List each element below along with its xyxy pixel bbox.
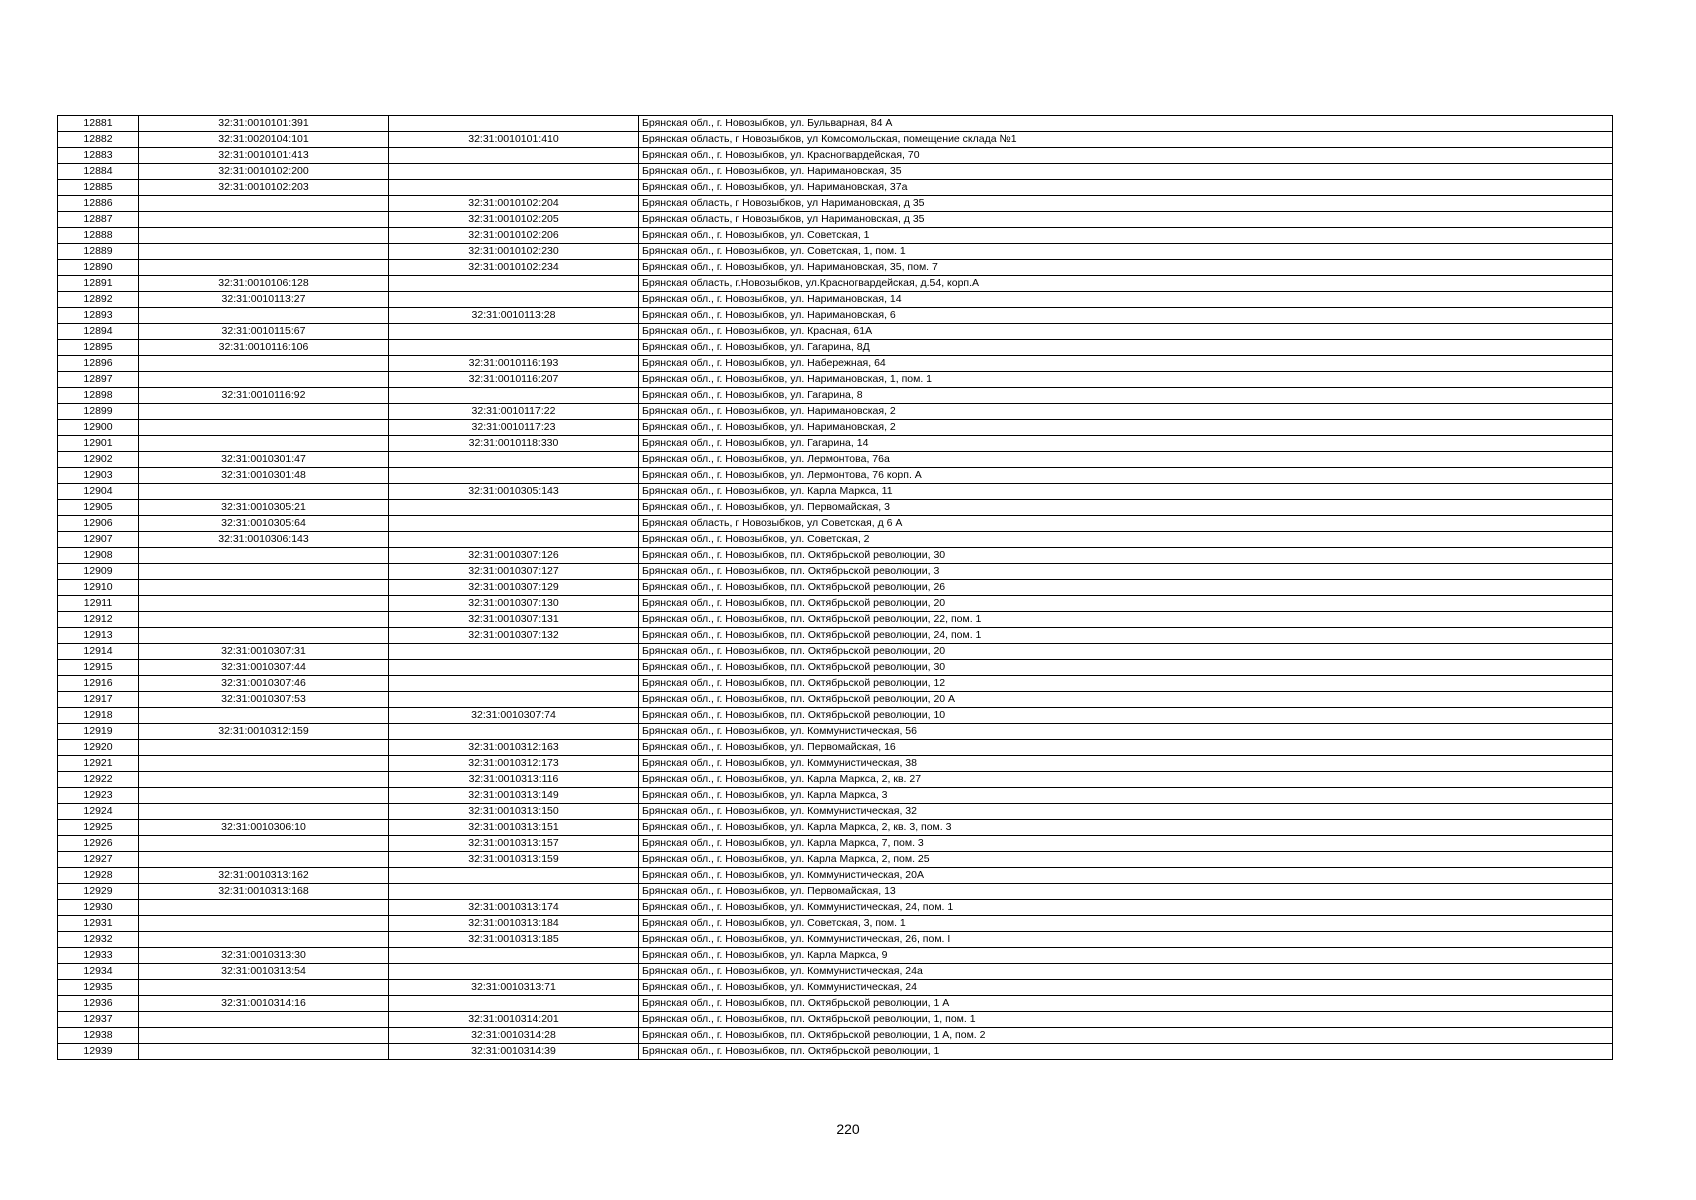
row-number-cell: 12920 bbox=[58, 740, 139, 756]
table-row bbox=[58, 532, 1613, 548]
row-number-cell: 12936 bbox=[58, 996, 139, 1012]
table-row bbox=[58, 788, 1613, 804]
row-number-cell: 12908 bbox=[58, 548, 139, 564]
address-cell: Брянская обл., г. Новозыбков, ул. Советская, 2 bbox=[639, 532, 1613, 548]
cadastral-number-cell: 32:31:0010307:44 bbox=[139, 660, 389, 676]
row-number-cell: 12909 bbox=[58, 564, 139, 580]
related-cadastral-number-cell: 32:31:0010113:28 bbox=[389, 308, 639, 324]
table-row bbox=[58, 516, 1613, 532]
registry-table bbox=[57, 115, 1613, 1060]
address-cell: Брянская обл., г. Новозыбков, пл. Октябрьской революции, 1 bbox=[639, 1044, 1613, 1060]
address-cell: Брянская обл., г. Новозыбков, пл. Октябрьской революции, 22, пом. 1 bbox=[639, 612, 1613, 628]
cadastral-number-cell bbox=[139, 244, 389, 260]
address-cell: Брянская обл., г. Новозыбков, ул. Первомайская, 13 bbox=[639, 884, 1613, 900]
address-cell: Брянская обл., г. Новозыбков, ул. Карла Маркса, 7, пом. 3 bbox=[639, 836, 1613, 852]
cadastral-number-cell bbox=[139, 852, 389, 868]
related-cadastral-number-cell: 32:31:0010307:130 bbox=[389, 596, 639, 612]
cadastral-number-cell: 32:31:0010306:143 bbox=[139, 532, 389, 548]
row-number-cell: 12906 bbox=[58, 516, 139, 532]
table-row bbox=[58, 372, 1613, 388]
table-row bbox=[58, 740, 1613, 756]
address-cell: Брянская обл., г. Новозыбков, ул. Коммунистическая, 24, пом. 1 bbox=[639, 900, 1613, 916]
table-row bbox=[58, 708, 1613, 724]
table-row bbox=[58, 324, 1613, 340]
table-row bbox=[58, 580, 1613, 596]
row-number-cell: 12900 bbox=[58, 420, 139, 436]
row-number-cell: 12927 bbox=[58, 852, 139, 868]
table-row bbox=[58, 148, 1613, 164]
table-row bbox=[58, 1028, 1613, 1044]
address-cell: Брянская обл., г. Новозыбков, ул. Наримановская, 2 bbox=[639, 404, 1613, 420]
cadastral-number-cell: 32:31:0010314:16 bbox=[139, 996, 389, 1012]
row-number-cell: 12888 bbox=[58, 228, 139, 244]
cadastral-number-cell: 32:31:0010313:162 bbox=[139, 868, 389, 884]
table-row bbox=[58, 500, 1613, 516]
cadastral-number-cell: 32:31:0010101:413 bbox=[139, 148, 389, 164]
related-cadastral-number-cell bbox=[389, 996, 639, 1012]
table-row bbox=[58, 484, 1613, 500]
cadastral-number-cell bbox=[139, 212, 389, 228]
table-row bbox=[58, 916, 1613, 932]
related-cadastral-number-cell: 32:31:0010313:71 bbox=[389, 980, 639, 996]
table-row bbox=[58, 964, 1613, 980]
row-number-cell: 12918 bbox=[58, 708, 139, 724]
related-cadastral-number-cell: 32:31:0010312:163 bbox=[389, 740, 639, 756]
cadastral-number-cell bbox=[139, 916, 389, 932]
table-row bbox=[58, 388, 1613, 404]
table-row bbox=[58, 292, 1613, 308]
address-cell: Брянская обл., г. Новозыбков, ул. Советская, 1 bbox=[639, 228, 1613, 244]
table-row bbox=[58, 548, 1613, 564]
table-row bbox=[58, 836, 1613, 852]
address-cell: Брянская обл., г. Новозыбков, ул. Набережная, 64 bbox=[639, 356, 1613, 372]
address-cell: Брянская обл., г. Новозыбков, пл. Октябрьской революции, 24, пом. 1 bbox=[639, 628, 1613, 644]
cadastral-number-cell bbox=[139, 196, 389, 212]
row-number-cell: 12935 bbox=[58, 980, 139, 996]
related-cadastral-number-cell bbox=[389, 292, 639, 308]
address-cell: Брянская область, г Новозыбков, ул Наримановская, д 35 bbox=[639, 196, 1613, 212]
table-row bbox=[58, 132, 1613, 148]
cadastral-number-cell bbox=[139, 900, 389, 916]
cadastral-number-cell bbox=[139, 228, 389, 244]
related-cadastral-number-cell: 32:31:0010313:149 bbox=[389, 788, 639, 804]
table-row bbox=[58, 996, 1613, 1012]
cadastral-number-cell: 32:31:0010313:168 bbox=[139, 884, 389, 900]
related-cadastral-number-cell: 32:31:0010305:143 bbox=[389, 484, 639, 500]
table-row bbox=[58, 756, 1613, 772]
table-row bbox=[58, 884, 1613, 900]
address-cell: Брянская обл., г. Новозыбков, ул. Коммунистическая, 38 bbox=[639, 756, 1613, 772]
related-cadastral-number-cell: 32:31:0010116:193 bbox=[389, 356, 639, 372]
row-number-cell: 12887 bbox=[58, 212, 139, 228]
address-cell: Брянская обл., г. Новозыбков, ул. Коммунистическая, 20А bbox=[639, 868, 1613, 884]
table-row bbox=[58, 628, 1613, 644]
cadastral-number-cell: 32:31:0010116:92 bbox=[139, 388, 389, 404]
address-cell: Брянская обл., г. Новозыбков, пл. Октябрьской революции, 1 А, пом. 2 bbox=[639, 1028, 1613, 1044]
related-cadastral-number-cell: 32:31:0010102:234 bbox=[389, 260, 639, 276]
related-cadastral-number-cell bbox=[389, 532, 639, 548]
table-row bbox=[58, 1044, 1613, 1060]
row-number-cell: 12894 bbox=[58, 324, 139, 340]
row-number-cell: 12933 bbox=[58, 948, 139, 964]
related-cadastral-number-cell bbox=[389, 340, 639, 356]
row-number-cell: 12903 bbox=[58, 468, 139, 484]
row-number-cell: 12905 bbox=[58, 500, 139, 516]
related-cadastral-number-cell: 32:31:0010312:173 bbox=[389, 756, 639, 772]
row-number-cell: 12923 bbox=[58, 788, 139, 804]
cadastral-number-cell bbox=[139, 628, 389, 644]
table-row bbox=[58, 596, 1613, 612]
row-number-cell: 12911 bbox=[58, 596, 139, 612]
row-number-cell: 12928 bbox=[58, 868, 139, 884]
cadastral-number-cell: 32:31:0010301:47 bbox=[139, 452, 389, 468]
related-cadastral-number-cell bbox=[389, 276, 639, 292]
address-cell: Брянская обл., г. Новозыбков, ул. Первомайская, 3 bbox=[639, 500, 1613, 516]
table-row bbox=[58, 660, 1613, 676]
row-number-cell: 12898 bbox=[58, 388, 139, 404]
address-cell: Брянская обл., г. Новозыбков, ул. Первомайская, 16 bbox=[639, 740, 1613, 756]
address-cell: Брянская обл., г. Новозыбков, ул. Гагарина, 14 bbox=[639, 436, 1613, 452]
address-cell: Брянская обл., г. Новозыбков, пл. Октябрьской революции, 10 bbox=[639, 708, 1613, 724]
row-number-cell: 12919 bbox=[58, 724, 139, 740]
address-cell: Брянская обл., г. Новозыбков, пл. Октябрьской революции, 3 bbox=[639, 564, 1613, 580]
address-cell: Брянская область, г Новозыбков, ул Наримановская, д 35 bbox=[639, 212, 1613, 228]
related-cadastral-number-cell: 32:31:0010307:129 bbox=[389, 580, 639, 596]
related-cadastral-number-cell: 32:31:0010314:201 bbox=[389, 1012, 639, 1028]
cadastral-number-cell bbox=[139, 420, 389, 436]
registry-body bbox=[58, 116, 1613, 1060]
address-cell: Брянская обл., г. Новозыбков, ул. Наримановская, 35 bbox=[639, 164, 1613, 180]
related-cadastral-number-cell bbox=[389, 148, 639, 164]
cadastral-number-cell bbox=[139, 932, 389, 948]
row-number-cell: 12917 bbox=[58, 692, 139, 708]
row-number-cell: 12921 bbox=[58, 756, 139, 772]
cadastral-number-cell: 32:31:0010307:31 bbox=[139, 644, 389, 660]
table-row bbox=[58, 276, 1613, 292]
address-cell: Брянская обл., г. Новозыбков, ул. Карла Маркса, 2, кв. 27 bbox=[639, 772, 1613, 788]
cadastral-number-cell bbox=[139, 548, 389, 564]
cadastral-number-cell bbox=[139, 308, 389, 324]
table-row bbox=[58, 948, 1613, 964]
cadastral-number-cell bbox=[139, 260, 389, 276]
cadastral-number-cell: 32:31:0010313:54 bbox=[139, 964, 389, 980]
cadastral-number-cell: 32:31:0020104:101 bbox=[139, 132, 389, 148]
table-row bbox=[58, 260, 1613, 276]
row-number-cell: 12932 bbox=[58, 932, 139, 948]
address-cell: Брянская обл., г. Новозыбков, ул. Наримановская, 2 bbox=[639, 420, 1613, 436]
address-cell: Брянская обл., г. Новозыбков, ул. Наримановская, 37а bbox=[639, 180, 1613, 196]
address-cell: Брянская обл., г. Новозыбков, ул. Красногвардейская, 70 bbox=[639, 148, 1613, 164]
cadastral-number-cell: 32:31:0010102:203 bbox=[139, 180, 389, 196]
address-cell: Брянская область, г Новозыбков, ул Комсомольская, помещение склада №1 bbox=[639, 132, 1613, 148]
cadastral-number-cell: 32:31:0010306:10 bbox=[139, 820, 389, 836]
row-number-cell: 12882 bbox=[58, 132, 139, 148]
related-cadastral-number-cell bbox=[389, 164, 639, 180]
cadastral-number-cell bbox=[139, 836, 389, 852]
table-row bbox=[58, 436, 1613, 452]
row-number-cell: 12893 bbox=[58, 308, 139, 324]
table-row bbox=[58, 420, 1613, 436]
cadastral-number-cell bbox=[139, 564, 389, 580]
row-number-cell: 12939 bbox=[58, 1044, 139, 1060]
cadastral-number-cell bbox=[139, 788, 389, 804]
address-cell: Брянская обл., г. Новозыбков, ул. Коммунистическая, 32 bbox=[639, 804, 1613, 820]
related-cadastral-number-cell: 32:31:0010102:205 bbox=[389, 212, 639, 228]
address-cell: Брянская обл., г. Новозыбков, пл. Октябрьской революции, 30 bbox=[639, 548, 1613, 564]
related-cadastral-number-cell: 32:31:0010307:132 bbox=[389, 628, 639, 644]
table-row bbox=[58, 404, 1613, 420]
row-number-cell: 12912 bbox=[58, 612, 139, 628]
row-number-cell: 12895 bbox=[58, 340, 139, 356]
related-cadastral-number-cell: 32:31:0010117:22 bbox=[389, 404, 639, 420]
row-number-cell: 12883 bbox=[58, 148, 139, 164]
row-number-cell: 12930 bbox=[58, 900, 139, 916]
address-cell: Брянская обл., г. Новозыбков, пл. Октябрьской революции, 1, пом. 1 bbox=[639, 1012, 1613, 1028]
related-cadastral-number-cell bbox=[389, 676, 639, 692]
row-number-cell: 12899 bbox=[58, 404, 139, 420]
related-cadastral-number-cell bbox=[389, 692, 639, 708]
related-cadastral-number-cell: 32:31:0010313:157 bbox=[389, 836, 639, 852]
table-row bbox=[58, 772, 1613, 788]
row-number-cell: 12938 bbox=[58, 1028, 139, 1044]
page-number: 220 bbox=[836, 1121, 860, 1137]
cadastral-number-cell: 32:31:0010106:128 bbox=[139, 276, 389, 292]
row-number-cell: 12937 bbox=[58, 1012, 139, 1028]
row-number-cell: 12889 bbox=[58, 244, 139, 260]
address-cell: Брянская область, г Новозыбков, ул Советская, д 6 А bbox=[639, 516, 1613, 532]
address-cell: Брянская обл., г. Новозыбков, пл. Октябрьской революции, 30 bbox=[639, 660, 1613, 676]
table-row bbox=[58, 900, 1613, 916]
row-number-cell: 12913 bbox=[58, 628, 139, 644]
cadastral-number-cell: 32:31:0010116:106 bbox=[139, 340, 389, 356]
address-cell: Брянская обл., г. Новозыбков, ул. Лермонтова, 76а bbox=[639, 452, 1613, 468]
table-row bbox=[58, 116, 1613, 132]
address-cell: Брянская обл., г. Новозыбков, ул. Карла Маркса, 9 bbox=[639, 948, 1613, 964]
cadastral-number-cell: 32:31:0010113:27 bbox=[139, 292, 389, 308]
table-row bbox=[58, 820, 1613, 836]
table-row bbox=[58, 244, 1613, 260]
related-cadastral-number-cell bbox=[389, 452, 639, 468]
cadastral-number-cell bbox=[139, 596, 389, 612]
table-row bbox=[58, 852, 1613, 868]
row-number-cell: 12916 bbox=[58, 676, 139, 692]
related-cadastral-number-cell bbox=[389, 516, 639, 532]
related-cadastral-number-cell: 32:31:0010307:127 bbox=[389, 564, 639, 580]
table-row bbox=[58, 196, 1613, 212]
row-number-cell: 12907 bbox=[58, 532, 139, 548]
cadastral-number-cell bbox=[139, 740, 389, 756]
related-cadastral-number-cell bbox=[389, 388, 639, 404]
related-cadastral-number-cell: 32:31:0010314:28 bbox=[389, 1028, 639, 1044]
related-cadastral-number-cell bbox=[389, 324, 639, 340]
related-cadastral-number-cell: 32:31:0010102:230 bbox=[389, 244, 639, 260]
related-cadastral-number-cell: 32:31:0010313:116 bbox=[389, 772, 639, 788]
table-row bbox=[58, 804, 1613, 820]
table-row bbox=[58, 724, 1613, 740]
related-cadastral-number-cell: 32:31:0010102:204 bbox=[389, 196, 639, 212]
row-number-cell: 12910 bbox=[58, 580, 139, 596]
address-cell: Брянская обл., г. Новозыбков, ул. Красная, 61А bbox=[639, 324, 1613, 340]
address-cell: Брянская обл., г. Новозыбков, ул. Наримановская, 14 bbox=[639, 292, 1613, 308]
table-row bbox=[58, 164, 1613, 180]
cadastral-number-cell: 32:31:0010101:391 bbox=[139, 116, 389, 132]
address-cell: Брянская обл., г. Новозыбков, пл. Октябрьской революции, 20 bbox=[639, 644, 1613, 660]
row-number-cell: 12896 bbox=[58, 356, 139, 372]
cadastral-number-cell bbox=[139, 484, 389, 500]
table-row bbox=[58, 932, 1613, 948]
address-cell: Брянская обл., г. Новозыбков, ул. Бульварная, 84 А bbox=[639, 116, 1613, 132]
related-cadastral-number-cell: 32:31:0010116:207 bbox=[389, 372, 639, 388]
related-cadastral-number-cell: 32:31:0010307:126 bbox=[389, 548, 639, 564]
cadastral-number-cell: 32:31:0010307:46 bbox=[139, 676, 389, 692]
table-row bbox=[58, 564, 1613, 580]
related-cadastral-number-cell: 32:31:0010313:185 bbox=[389, 932, 639, 948]
related-cadastral-number-cell bbox=[389, 948, 639, 964]
table-row bbox=[58, 180, 1613, 196]
cadastral-number-cell: 32:31:0010312:159 bbox=[139, 724, 389, 740]
cadastral-number-cell bbox=[139, 580, 389, 596]
address-cell: Брянская обл., г. Новозыбков, ул. Гагарина, 8 bbox=[639, 388, 1613, 404]
table-row bbox=[58, 340, 1613, 356]
related-cadastral-number-cell bbox=[389, 116, 639, 132]
table-row bbox=[58, 692, 1613, 708]
address-cell: Брянская обл., г. Новозыбков, ул. Лермонтова, 76 корп. А bbox=[639, 468, 1613, 484]
cadastral-number-cell: 32:31:0010301:48 bbox=[139, 468, 389, 484]
related-cadastral-number-cell: 32:31:0010313:159 bbox=[389, 852, 639, 868]
address-cell: Брянская обл., г. Новозыбков, пл. Октябрьской революции, 26 bbox=[639, 580, 1613, 596]
row-number-cell: 12915 bbox=[58, 660, 139, 676]
cadastral-number-cell bbox=[139, 756, 389, 772]
address-cell: Брянская обл., г. Новозыбков, ул. Коммунистическая, 24 bbox=[639, 980, 1613, 996]
related-cadastral-number-cell: 32:31:0010102:206 bbox=[389, 228, 639, 244]
row-number-cell: 12922 bbox=[58, 772, 139, 788]
table-row bbox=[58, 644, 1613, 660]
address-cell: Брянская обл., г. Новозыбков, пл. Октябрьской революции, 20 А bbox=[639, 692, 1613, 708]
related-cadastral-number-cell: 32:31:0010313:151 bbox=[389, 820, 639, 836]
row-number-cell: 12901 bbox=[58, 436, 139, 452]
address-cell: Брянская обл., г. Новозыбков, ул. Карла Маркса, 2, кв. 3, пом. 3 bbox=[639, 820, 1613, 836]
address-cell: Брянская обл., г. Новозыбков, ул. Карла Маркса, 3 bbox=[639, 788, 1613, 804]
row-number-cell: 12934 bbox=[58, 964, 139, 980]
cadastral-number-cell bbox=[139, 804, 389, 820]
cadastral-number-cell bbox=[139, 404, 389, 420]
address-cell: Брянская обл., г. Новозыбков, ул. Карла Маркса, 2, пом. 25 bbox=[639, 852, 1613, 868]
address-cell: Брянская область, г.Новозыбков, ул.Красногвардейская, д.54, корп.А bbox=[639, 276, 1613, 292]
related-cadastral-number-cell: 32:31:0010307:74 bbox=[389, 708, 639, 724]
address-cell: Брянская обл., г. Новозыбков, пл. Октябрьской революции, 1 А bbox=[639, 996, 1613, 1012]
row-number-cell: 12891 bbox=[58, 276, 139, 292]
address-cell: Брянская обл., г. Новозыбков, пл. Октябрьской революции, 12 bbox=[639, 676, 1613, 692]
table-row bbox=[58, 868, 1613, 884]
related-cadastral-number-cell bbox=[389, 868, 639, 884]
cadastral-number-cell bbox=[139, 708, 389, 724]
related-cadastral-number-cell bbox=[389, 180, 639, 196]
row-number-cell: 12924 bbox=[58, 804, 139, 820]
address-cell: Брянская обл., г. Новозыбков, ул. Коммунистическая, 24а bbox=[639, 964, 1613, 980]
row-number-cell: 12897 bbox=[58, 372, 139, 388]
row-number-cell: 12884 bbox=[58, 164, 139, 180]
table-row bbox=[58, 212, 1613, 228]
related-cadastral-number-cell bbox=[389, 660, 639, 676]
cadastral-number-cell bbox=[139, 1044, 389, 1060]
table-row bbox=[58, 356, 1613, 372]
row-number-cell: 12886 bbox=[58, 196, 139, 212]
address-cell: Брянская обл., г. Новозыбков, ул. Коммунистическая, 56 bbox=[639, 724, 1613, 740]
table-row bbox=[58, 980, 1613, 996]
cadastral-number-cell: 32:31:0010305:64 bbox=[139, 516, 389, 532]
address-cell: Брянская обл., г. Новозыбков, ул. Наримановская, 35, пом. 7 bbox=[639, 260, 1613, 276]
related-cadastral-number-cell: 32:31:0010307:131 bbox=[389, 612, 639, 628]
related-cadastral-number-cell: 32:31:0010313:150 bbox=[389, 804, 639, 820]
table-row bbox=[58, 228, 1613, 244]
address-cell: Брянская обл., г. Новозыбков, ул. Наримановская, 6 bbox=[639, 308, 1613, 324]
row-number-cell: 12914 bbox=[58, 644, 139, 660]
table-row bbox=[58, 676, 1613, 692]
row-number-cell: 12890 bbox=[58, 260, 139, 276]
row-number-cell: 12904 bbox=[58, 484, 139, 500]
related-cadastral-number-cell: 32:31:0010313:174 bbox=[389, 900, 639, 916]
cadastral-number-cell bbox=[139, 372, 389, 388]
cadastral-number-cell bbox=[139, 356, 389, 372]
cadastral-number-cell bbox=[139, 1028, 389, 1044]
address-cell: Брянская обл., г. Новозыбков, ул. Коммунистическая, 26, пом. I bbox=[639, 932, 1613, 948]
table-row bbox=[58, 612, 1613, 628]
related-cadastral-number-cell: 32:31:0010101:410 bbox=[389, 132, 639, 148]
address-cell: Брянская обл., г. Новозыбков, ул. Гагарина, 8Д bbox=[639, 340, 1613, 356]
cadastral-number-cell bbox=[139, 980, 389, 996]
cadastral-number-cell: 32:31:0010305:21 bbox=[139, 500, 389, 516]
row-number-cell: 12892 bbox=[58, 292, 139, 308]
cadastral-number-cell bbox=[139, 1012, 389, 1028]
related-cadastral-number-cell: 32:31:0010313:184 bbox=[389, 916, 639, 932]
related-cadastral-number-cell: 32:31:0010118:330 bbox=[389, 436, 639, 452]
table-row bbox=[58, 1012, 1613, 1028]
address-cell: Брянская обл., г. Новозыбков, ул. Советская, 1, пом. 1 bbox=[639, 244, 1613, 260]
row-number-cell: 12881 bbox=[58, 116, 139, 132]
table-row bbox=[58, 452, 1613, 468]
related-cadastral-number-cell bbox=[389, 468, 639, 484]
related-cadastral-number-cell bbox=[389, 724, 639, 740]
related-cadastral-number-cell bbox=[389, 500, 639, 516]
row-number-cell: 12926 bbox=[58, 836, 139, 852]
table-row bbox=[58, 468, 1613, 484]
cadastral-number-cell: 32:31:0010115:67 bbox=[139, 324, 389, 340]
cadastral-number-cell bbox=[139, 772, 389, 788]
related-cadastral-number-cell: 32:31:0010117:23 bbox=[389, 420, 639, 436]
cadastral-number-cell: 32:31:0010307:53 bbox=[139, 692, 389, 708]
row-number-cell: 12902 bbox=[58, 452, 139, 468]
row-number-cell: 12929 bbox=[58, 884, 139, 900]
related-cadastral-number-cell bbox=[389, 884, 639, 900]
cadastral-number-cell: 32:31:0010102:200 bbox=[139, 164, 389, 180]
address-cell: Брянская обл., г. Новозыбков, пл. Октябрьской революции, 20 bbox=[639, 596, 1613, 612]
related-cadastral-number-cell bbox=[389, 644, 639, 660]
related-cadastral-number-cell bbox=[389, 964, 639, 980]
row-number-cell: 12925 bbox=[58, 820, 139, 836]
related-cadastral-number-cell: 32:31:0010314:39 bbox=[389, 1044, 639, 1060]
table-row bbox=[58, 308, 1613, 324]
address-cell: Брянская обл., г. Новозыбков, ул. Наримановская, 1, пом. 1 bbox=[639, 372, 1613, 388]
address-cell: Брянская обл., г. Новозыбков, ул. Советская, 3, пом. 1 bbox=[639, 916, 1613, 932]
row-number-cell: 12885 bbox=[58, 180, 139, 196]
row-number-cell: 12931 bbox=[58, 916, 139, 932]
cadastral-number-cell: 32:31:0010313:30 bbox=[139, 948, 389, 964]
address-cell: Брянская обл., г. Новозыбков, ул. Карла Маркса, 11 bbox=[639, 484, 1613, 500]
cadastral-number-cell bbox=[139, 612, 389, 628]
cadastral-number-cell bbox=[139, 436, 389, 452]
